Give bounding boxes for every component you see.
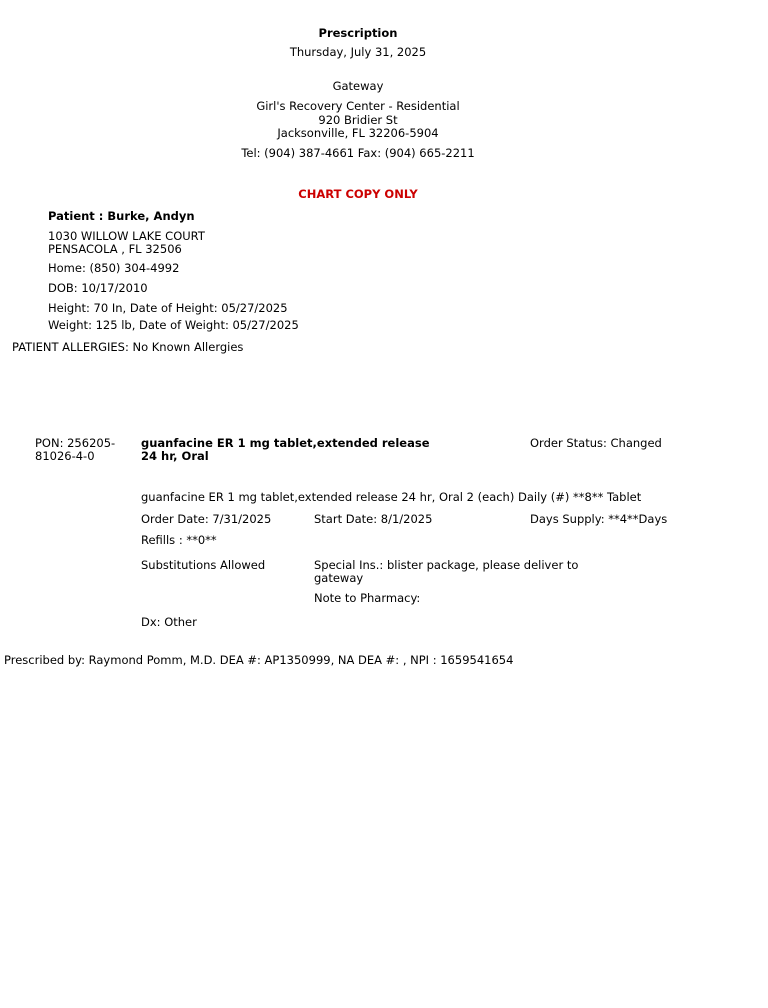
patient-header <box>48 210 195 223</box>
facility-contact: Tel: (904) 387-4661 Fax: (904) 665-2211 <box>241 146 475 160</box>
drug-name-line2: 24 hr, Oral <box>141 449 209 463</box>
prescriber-line: Prescribed by: Raymond Pomm, M.D. DEA #: AP1350999, NA DEA #: , NPI : 1659541654 <box>4 653 514 667</box>
chart-copy-notice: CHART COPY ONLY <box>298 187 418 201</box>
patient-address-line1: 1030 WILLOW LAKE COURT <box>48 229 205 243</box>
special-instructions-line2: gateway <box>314 571 364 585</box>
patient-weight: Weight: 125 lb, Date of Weight: 05/27/2025 <box>48 318 299 332</box>
facility-city: Jacksonville, FL 32206-5904 <box>277 126 439 140</box>
organization-name: Gateway <box>332 79 384 93</box>
document-title: Prescription <box>318 26 398 40</box>
order-sig: guanfacine ER 1 mg tablet,extended release 24 hr, Oral 2 (each) Daily (#) **8** Tablet <box>141 490 642 504</box>
patient-dob: DOB: 10/17/2010 <box>48 281 148 295</box>
order-date: Order Date: 7/31/2025 <box>141 512 272 526</box>
facility-name: Girl's Recovery Center - Residential <box>256 99 460 113</box>
patient-home-phone: Home: (850) 304-4992 <box>48 261 180 275</box>
patient-name: Burke, Andyn <box>107 209 195 223</box>
order-status: Order Status: Changed <box>530 436 662 450</box>
patient-label: Patient : <box>48 209 104 223</box>
document-date: Thursday, July 31, 2025 <box>289 45 427 59</box>
days-supply: Days Supply: **4**Days <box>530 512 668 526</box>
diagnosis: Dx: Other <box>141 615 197 629</box>
patient-allergies: PATIENT ALLERGIES: No Known Allergies <box>12 340 244 354</box>
note-to-pharmacy: Note to Pharmacy: <box>314 591 421 605</box>
drug-name-line1: guanfacine ER 1 mg tablet,extended release <box>141 436 430 450</box>
pon-line2: 81026-4-0 <box>35 449 95 463</box>
facility-street: 920 Bridier St <box>318 113 398 127</box>
refills: Refills : **0** <box>141 533 217 547</box>
patient-height: Height: 70 In, Date of Height: 05/27/2025 <box>48 301 288 315</box>
special-instructions-line1: Special Ins.: blister package, please deliver to <box>314 558 579 572</box>
pon-line1: PON: 256205- <box>35 436 116 450</box>
substitutions: Substitutions Allowed <box>141 558 266 572</box>
patient-address-line2: PENSACOLA , FL 32506 <box>48 242 182 256</box>
start-date: Start Date: 8/1/2025 <box>314 512 433 526</box>
